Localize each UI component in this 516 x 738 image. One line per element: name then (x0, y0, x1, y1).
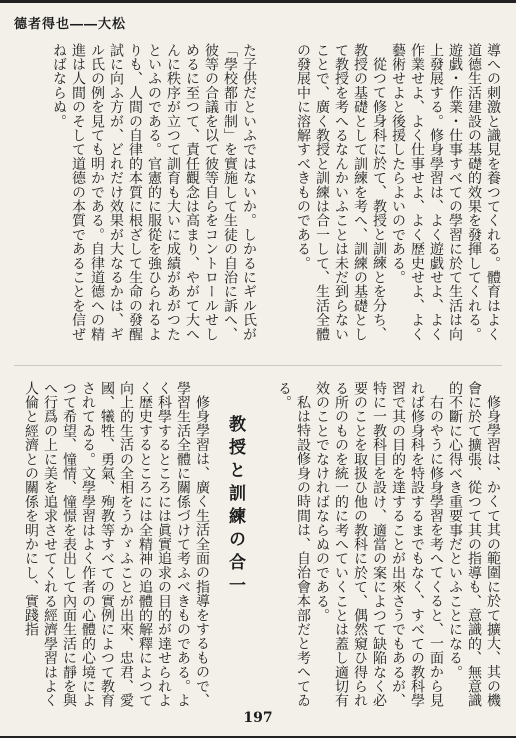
paragraph: 修身學習は、廣く生活全面の指導をするもので、學習生活全體に關係づけて考ふべきものである。よく科學するところには眞實追求の目的が達せられよく歴史するところには全精神の追體的解釋によつて向上的生活の全相をうかゞふことが出來、忠君、愛國、犧牲、勇氣、殉教等すべての實例によつて教育されてゐる。文學學習はよく作者の心體的心境によつて希望、憧情、憧憬を表出して內面生活に靜を與へ行爲の上に美を追求させてくれる經濟學習はよく人倫と經濟との關係を明かにし、實踐指 (23, 381, 210, 708)
paragraph: 修身學習は、かくて其の範圍に於て擴大、其の機會に於て擴張、從つて其の指導も、意識的、無意識的不斷に心得べき重要事だといふことになる。 (447, 381, 501, 708)
upper-right-text-column (268, 43, 502, 355)
paragraph: た子供だといふではないか。しかるにギル氏が「學校都市制」を實施して生徒の自治に訴へ、彼等の合議を以て彼等自らをコントロールせしめるに至つて、責任觀念は高まり、やがて大へんに秩序が立つて訓育も大いに成績があがつたといふのである。官憲的に服從を強ひられるよりも、人間の自律的本質に根ざして生命の發醒試に向ふ方が、どれだけ效果が大なるかは、ギル氏の例を見ても明かである。自律道德への精進は人間のそして道德の本質であることを信ぜねばならぬ。 (51, 43, 257, 342)
paragraph: 右のやうに修身學習を考へてくると、一面から見れば修身科を特設するまでもなく、すべての教科學習で其の目的を達することが出來さうでもあるが、特に一教科目を設け、適當の案によつて缺陥なく必要のことを取扱ひ他の教科に於て、偶然窺ひ得られる所のものを統一的に考へていくことは蓋し適切有效のことでなければならぬのである。 (314, 381, 444, 708)
paragraph: 導への刺激と識見を養つてくれる。體育はよく道德生活建設の基礎的效果を發揮してくれる。遊戯・作業・仕事すべての學習に於て生活は向上發展する。修身學習は、よく遊戯せよ、よく作業せよ、よく仕事せよ、よく歴史せよ、よく藝術せよと後援したらよいのである。 (390, 43, 501, 342)
paragraph: 私は特設修身の時間は、自治會本部だと考へてゐる。 (276, 381, 311, 708)
band-divider (14, 365, 502, 366)
paragraph: 從つて修身科に於て、教授と訓練とを分ち、教授の基礎として訓練を考へ、訓練の基礎として教授を考へるなんかいふことは未だ到らないことで、廣く教授と訓練は合一して、生活全體の發展中に溶解すべきものである。 (295, 43, 387, 342)
page-number: 197 (243, 710, 273, 726)
lower-right-text-column (268, 381, 502, 711)
upper-left-text-column (14, 43, 258, 355)
running-head: 德者得也――大松 (14, 17, 127, 32)
section-heading: 教授と訓練の合一 (225, 415, 245, 599)
lower-left-text-column (14, 381, 258, 711)
